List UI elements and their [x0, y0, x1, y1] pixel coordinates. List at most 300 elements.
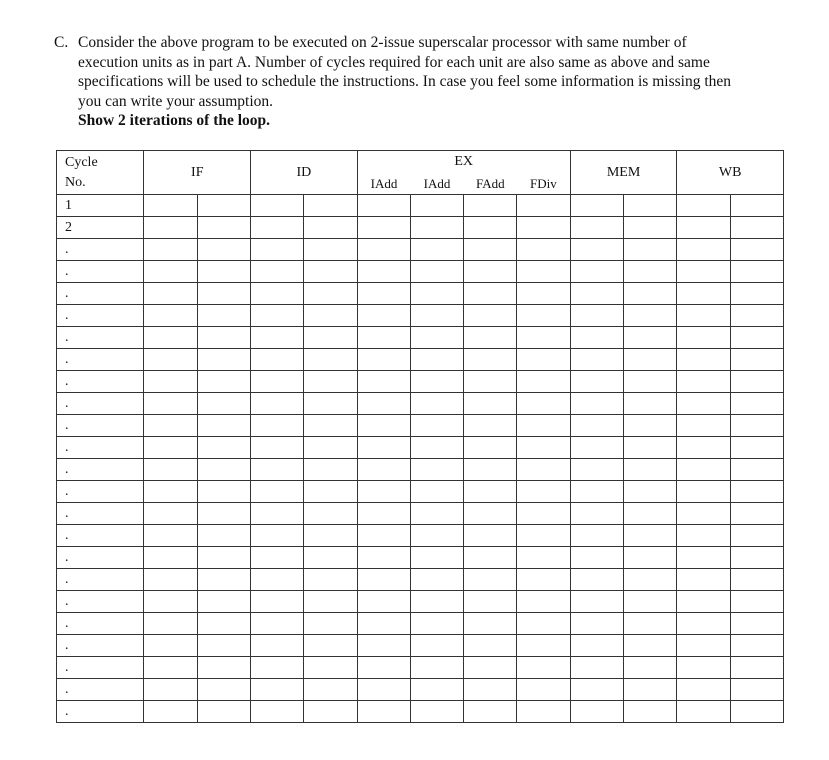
schedule-cell[interactable]	[357, 679, 410, 701]
schedule-cell[interactable]	[517, 635, 570, 657]
schedule-cell[interactable]	[357, 393, 410, 415]
schedule-cell[interactable]	[410, 569, 463, 591]
schedule-cell[interactable]	[304, 613, 357, 635]
schedule-cell[interactable]	[677, 613, 730, 635]
schedule-cell[interactable]	[730, 657, 783, 679]
schedule-cell[interactable]	[304, 261, 357, 283]
schedule-cell[interactable]	[410, 283, 463, 305]
schedule-cell[interactable]	[251, 261, 304, 283]
schedule-cell[interactable]	[144, 657, 197, 679]
schedule-cell[interactable]	[464, 327, 517, 349]
schedule-cell[interactable]	[144, 635, 197, 657]
schedule-cell[interactable]	[144, 701, 197, 723]
schedule-cell[interactable]	[624, 261, 677, 283]
schedule-cell[interactable]	[677, 635, 730, 657]
schedule-cell[interactable]	[570, 569, 623, 591]
schedule-cell[interactable]	[730, 305, 783, 327]
schedule-cell[interactable]	[570, 239, 623, 261]
schedule-cell[interactable]	[730, 393, 783, 415]
schedule-cell[interactable]	[624, 679, 677, 701]
schedule-cell[interactable]	[464, 613, 517, 635]
schedule-cell[interactable]	[624, 459, 677, 481]
schedule-cell[interactable]	[304, 635, 357, 657]
schedule-cell[interactable]	[197, 525, 250, 547]
schedule-cell[interactable]	[624, 701, 677, 723]
table-row	[57, 239, 784, 261]
schedule-cell[interactable]	[251, 415, 304, 437]
schedule-cell[interactable]	[730, 459, 783, 481]
schedule-cell[interactable]	[677, 261, 730, 283]
schedule-cell[interactable]	[464, 195, 517, 217]
schedule-cell[interactable]	[464, 503, 517, 525]
schedule-cell[interactable]	[624, 349, 677, 371]
schedule-cell[interactable]	[357, 415, 410, 437]
schedule-cell[interactable]	[357, 305, 410, 327]
schedule-cell[interactable]	[730, 195, 783, 217]
schedule-cell[interactable]	[144, 459, 197, 481]
schedule-cell[interactable]	[730, 569, 783, 591]
schedule-cell[interactable]	[464, 481, 517, 503]
schedule-cell[interactable]	[677, 217, 730, 239]
schedule-cell[interactable]	[251, 525, 304, 547]
schedule-cell[interactable]	[197, 305, 250, 327]
schedule-cell[interactable]	[410, 503, 463, 525]
schedule-cell[interactable]	[624, 657, 677, 679]
schedule-cell[interactable]	[410, 239, 463, 261]
schedule-cell[interactable]	[304, 371, 357, 393]
schedule-cell[interactable]	[197, 481, 250, 503]
schedule-cell[interactable]	[357, 327, 410, 349]
schedule-cell[interactable]	[410, 305, 463, 327]
schedule-cell[interactable]	[517, 613, 570, 635]
schedule-cell[interactable]	[624, 569, 677, 591]
schedule-cell[interactable]	[410, 459, 463, 481]
schedule-cell[interactable]	[251, 283, 304, 305]
schedule-cell[interactable]	[144, 261, 197, 283]
table-row	[57, 283, 784, 305]
schedule-cell[interactable]	[730, 437, 783, 459]
schedule-cell[interactable]	[677, 459, 730, 481]
schedule-cell[interactable]	[357, 283, 410, 305]
schedule-cell[interactable]	[251, 481, 304, 503]
schedule-cell[interactable]	[197, 327, 250, 349]
schedule-cell[interactable]	[677, 437, 730, 459]
schedule-cell[interactable]	[464, 415, 517, 437]
schedule-cell[interactable]	[304, 657, 357, 679]
schedule-cell[interactable]	[144, 525, 197, 547]
schedule-cell[interactable]	[144, 371, 197, 393]
schedule-cell[interactable]	[570, 613, 623, 635]
schedule-cell[interactable]	[570, 657, 623, 679]
schedule-cell[interactable]	[570, 459, 623, 481]
schedule-cell[interactable]	[197, 415, 250, 437]
schedule-cell[interactable]	[251, 459, 304, 481]
schedule-cell[interactable]	[251, 349, 304, 371]
schedule-cell[interactable]	[304, 679, 357, 701]
schedule-cell[interactable]	[197, 393, 250, 415]
schedule-cell[interactable]	[517, 239, 570, 261]
schedule-cell[interactable]	[517, 415, 570, 437]
schedule-cell[interactable]	[197, 195, 250, 217]
schedule-cell[interactable]	[464, 437, 517, 459]
schedule-cell[interactable]	[570, 701, 623, 723]
schedule-cell[interactable]	[410, 679, 463, 701]
schedule-cell[interactable]	[624, 591, 677, 613]
schedule-cell[interactable]	[570, 481, 623, 503]
schedule-cell[interactable]	[410, 525, 463, 547]
schedule-cell[interactable]	[410, 415, 463, 437]
schedule-cell[interactable]	[197, 503, 250, 525]
schedule-cell[interactable]	[357, 525, 410, 547]
schedule-cell[interactable]	[357, 459, 410, 481]
schedule-cell[interactable]	[517, 481, 570, 503]
schedule-cell[interactable]	[304, 591, 357, 613]
schedule-cell[interactable]	[251, 437, 304, 459]
schedule-cell[interactable]	[197, 239, 250, 261]
schedule-cell[interactable]	[304, 239, 357, 261]
schedule-cell[interactable]	[410, 393, 463, 415]
schedule-cell[interactable]	[624, 195, 677, 217]
schedule-cell[interactable]	[730, 283, 783, 305]
schedule-cell[interactable]	[304, 701, 357, 723]
schedule-cell[interactable]	[251, 591, 304, 613]
schedule-cell[interactable]	[730, 503, 783, 525]
schedule-cell[interactable]	[144, 437, 197, 459]
schedule-cell[interactable]	[624, 547, 677, 569]
schedule-cell[interactable]	[624, 283, 677, 305]
table-row	[57, 415, 784, 437]
schedule-cell[interactable]	[730, 371, 783, 393]
schedule-cell[interactable]	[304, 459, 357, 481]
schedule-cell[interactable]	[464, 569, 517, 591]
schedule-cell[interactable]	[197, 569, 250, 591]
schedule-cell[interactable]	[570, 327, 623, 349]
schedule-cell[interactable]	[197, 371, 250, 393]
schedule-cell[interactable]	[624, 525, 677, 547]
schedule-cell[interactable]	[570, 217, 623, 239]
schedule-cell[interactable]	[144, 481, 197, 503]
schedule-cell[interactable]	[517, 283, 570, 305]
cycle-number: .	[57, 547, 144, 569]
schedule-cell[interactable]	[410, 195, 463, 217]
schedule-cell[interactable]	[357, 547, 410, 569]
schedule-cell[interactable]	[624, 481, 677, 503]
schedule-cell[interactable]	[410, 613, 463, 635]
schedule-cell[interactable]	[251, 371, 304, 393]
schedule-cell[interactable]	[357, 481, 410, 503]
schedule-cell[interactable]	[304, 503, 357, 525]
schedule-cell[interactable]	[677, 239, 730, 261]
schedule-cell[interactable]	[517, 349, 570, 371]
schedule-cell[interactable]	[570, 415, 623, 437]
schedule-cell[interactable]	[410, 437, 463, 459]
schedule-cell[interactable]	[144, 283, 197, 305]
schedule-cell[interactable]	[197, 437, 250, 459]
schedule-cell[interactable]	[464, 239, 517, 261]
schedule-cell[interactable]	[624, 217, 677, 239]
schedule-cell[interactable]	[464, 349, 517, 371]
schedule-cell[interactable]	[144, 547, 197, 569]
schedule-cell[interactable]	[677, 547, 730, 569]
schedule-cell[interactable]	[251, 657, 304, 679]
schedule-cell[interactable]	[251, 393, 304, 415]
schedule-cell[interactable]	[304, 305, 357, 327]
schedule-cell[interactable]	[410, 591, 463, 613]
schedule-cell[interactable]	[357, 349, 410, 371]
schedule-cell[interactable]	[517, 195, 570, 217]
schedule-cell[interactable]	[677, 481, 730, 503]
schedule-cell[interactable]	[251, 679, 304, 701]
ex-unit-label: IAdd	[410, 173, 463, 195]
schedule-cell[interactable]	[304, 415, 357, 437]
schedule-cell[interactable]	[517, 371, 570, 393]
schedule-cell[interactable]	[304, 283, 357, 305]
schedule-cell[interactable]	[251, 217, 304, 239]
schedule-cell[interactable]	[357, 635, 410, 657]
schedule-cell[interactable]	[410, 547, 463, 569]
schedule-cell[interactable]	[730, 327, 783, 349]
schedule-cell[interactable]	[304, 437, 357, 459]
schedule-cell[interactable]	[570, 525, 623, 547]
schedule-cell[interactable]	[197, 613, 250, 635]
schedule-cell[interactable]	[410, 481, 463, 503]
schedule-cell[interactable]	[197, 217, 250, 239]
schedule-cell[interactable]	[517, 657, 570, 679]
schedule-cell[interactable]	[570, 371, 623, 393]
schedule-cell[interactable]	[730, 217, 783, 239]
schedule-cell[interactable]	[730, 481, 783, 503]
schedule-cell[interactable]	[251, 503, 304, 525]
schedule-cell[interactable]	[410, 349, 463, 371]
schedule-cell[interactable]	[517, 701, 570, 723]
cycle-number: .	[57, 481, 144, 503]
schedule-cell[interactable]	[357, 503, 410, 525]
schedule-cell[interactable]	[677, 327, 730, 349]
schedule-cell[interactable]	[730, 679, 783, 701]
schedule-cell[interactable]	[304, 525, 357, 547]
schedule-cell[interactable]	[570, 591, 623, 613]
schedule-cell[interactable]	[197, 635, 250, 657]
schedule-cell[interactable]	[304, 393, 357, 415]
cycle-number: .	[57, 613, 144, 635]
schedule-cell[interactable]	[144, 613, 197, 635]
schedule-cell[interactable]	[197, 591, 250, 613]
schedule-cell[interactable]	[144, 195, 197, 217]
schedule-cell[interactable]	[730, 547, 783, 569]
schedule-cell[interactable]	[304, 327, 357, 349]
schedule-cell[interactable]	[464, 283, 517, 305]
schedule-cell[interactable]	[144, 349, 197, 371]
schedule-cell[interactable]	[357, 371, 410, 393]
schedule-cell[interactable]	[251, 305, 304, 327]
schedule-cell[interactable]	[624, 437, 677, 459]
schedule-cell[interactable]	[197, 283, 250, 305]
schedule-cell[interactable]	[304, 481, 357, 503]
schedule-cell[interactable]	[304, 195, 357, 217]
schedule-cell[interactable]	[464, 393, 517, 415]
schedule-cell[interactable]	[570, 283, 623, 305]
schedule-cell[interactable]	[517, 437, 570, 459]
schedule-cell[interactable]	[677, 349, 730, 371]
schedule-cell[interactable]	[517, 503, 570, 525]
schedule-cell[interactable]	[410, 635, 463, 657]
schedule-cell[interactable]	[357, 195, 410, 217]
schedule-cell[interactable]	[677, 415, 730, 437]
schedule-cell[interactable]	[304, 349, 357, 371]
schedule-cell[interactable]	[730, 701, 783, 723]
table-row	[57, 547, 784, 569]
schedule-cell[interactable]	[517, 679, 570, 701]
schedule-cell[interactable]	[357, 613, 410, 635]
schedule-cell[interactable]	[570, 503, 623, 525]
schedule-cell[interactable]	[197, 657, 250, 679]
schedule-cell[interactable]	[251, 569, 304, 591]
schedule-cell[interactable]	[677, 525, 730, 547]
schedule-cell[interactable]	[144, 503, 197, 525]
schedule-cell[interactable]	[197, 679, 250, 701]
schedule-cell[interactable]	[517, 261, 570, 283]
schedule-cell[interactable]	[677, 591, 730, 613]
schedule-cell[interactable]	[357, 591, 410, 613]
schedule-cell[interactable]	[251, 701, 304, 723]
schedule-cell[interactable]	[570, 547, 623, 569]
schedule-cell[interactable]	[464, 591, 517, 613]
schedule-cell[interactable]	[197, 459, 250, 481]
schedule-cell[interactable]	[357, 239, 410, 261]
schedule-cell[interactable]	[251, 239, 304, 261]
schedule-cell[interactable]	[410, 701, 463, 723]
schedule-cell[interactable]	[410, 217, 463, 239]
schedule-cell[interactable]	[624, 635, 677, 657]
schedule-cell[interactable]	[517, 217, 570, 239]
schedule-cell[interactable]	[730, 415, 783, 437]
schedule-cell[interactable]	[570, 349, 623, 371]
schedule-cell[interactable]	[144, 415, 197, 437]
schedule-cell[interactable]	[517, 327, 570, 349]
schedule-cell[interactable]	[570, 437, 623, 459]
schedule-cell[interactable]	[464, 635, 517, 657]
schedule-cell[interactable]	[624, 613, 677, 635]
schedule-cell[interactable]	[197, 349, 250, 371]
schedule-cell[interactable]	[517, 305, 570, 327]
schedule-cell[interactable]	[677, 503, 730, 525]
schedule-cell[interactable]	[730, 349, 783, 371]
schedule-cell[interactable]	[677, 569, 730, 591]
schedule-cell[interactable]	[197, 701, 250, 723]
schedule-cell[interactable]	[624, 503, 677, 525]
schedule-cell[interactable]	[677, 393, 730, 415]
schedule-cell[interactable]	[144, 679, 197, 701]
schedule-cell[interactable]	[144, 239, 197, 261]
schedule-cell[interactable]	[570, 635, 623, 657]
schedule-cell[interactable]	[624, 371, 677, 393]
schedule-cell[interactable]	[410, 371, 463, 393]
schedule-cell[interactable]	[677, 371, 730, 393]
schedule-cell[interactable]	[677, 657, 730, 679]
schedule-cell[interactable]	[464, 459, 517, 481]
schedule-cell[interactable]	[304, 569, 357, 591]
schedule-cell[interactable]	[304, 217, 357, 239]
table-row	[57, 195, 784, 217]
schedule-cell[interactable]	[464, 371, 517, 393]
schedule-cell[interactable]	[730, 613, 783, 635]
schedule-cell[interactable]	[517, 459, 570, 481]
schedule-cell[interactable]	[410, 657, 463, 679]
schedule-cell[interactable]	[464, 305, 517, 327]
schedule-cell[interactable]	[730, 239, 783, 261]
schedule-cell[interactable]	[410, 261, 463, 283]
schedule-cell[interactable]	[251, 635, 304, 657]
schedule-cell[interactable]	[357, 437, 410, 459]
schedule-cell[interactable]	[570, 679, 623, 701]
wb-header: WB	[677, 151, 784, 195]
schedule-cell[interactable]	[624, 305, 677, 327]
table-row	[57, 701, 784, 723]
schedule-cell[interactable]	[517, 591, 570, 613]
schedule-cell[interactable]	[570, 305, 623, 327]
schedule-cell[interactable]	[357, 261, 410, 283]
schedule-cell[interactable]	[357, 569, 410, 591]
schedule-cell[interactable]	[624, 415, 677, 437]
schedule-cell[interactable]	[464, 547, 517, 569]
schedule-cell[interactable]	[730, 591, 783, 613]
schedule-cell[interactable]	[357, 701, 410, 723]
schedule-cell[interactable]	[144, 327, 197, 349]
schedule-cell[interactable]	[677, 701, 730, 723]
schedule-cell[interactable]	[357, 217, 410, 239]
schedule-cell[interactable]	[677, 679, 730, 701]
schedule-cell[interactable]	[464, 525, 517, 547]
schedule-cell[interactable]	[251, 547, 304, 569]
schedule-cell[interactable]	[251, 327, 304, 349]
schedule-cell[interactable]	[517, 547, 570, 569]
schedule-cell[interactable]	[464, 701, 517, 723]
schedule-cell[interactable]	[517, 569, 570, 591]
schedule-cell[interactable]	[144, 393, 197, 415]
schedule-cell[interactable]	[464, 657, 517, 679]
schedule-cell[interactable]	[624, 327, 677, 349]
schedule-cell[interactable]	[464, 261, 517, 283]
schedule-cell[interactable]	[251, 195, 304, 217]
schedule-cell[interactable]	[251, 613, 304, 635]
schedule-cell[interactable]	[197, 547, 250, 569]
schedule-cell[interactable]	[197, 261, 250, 283]
schedule-cell[interactable]	[677, 195, 730, 217]
schedule-cell[interactable]	[570, 393, 623, 415]
schedule-cell[interactable]	[517, 393, 570, 415]
schedule-cell[interactable]	[304, 547, 357, 569]
schedule-cell[interactable]	[730, 635, 783, 657]
cycle-number: .	[57, 327, 144, 349]
schedule-cell[interactable]	[624, 239, 677, 261]
schedule-cell[interactable]	[357, 657, 410, 679]
schedule-cell[interactable]	[464, 679, 517, 701]
schedule-cell[interactable]	[144, 217, 197, 239]
schedule-cell[interactable]	[517, 525, 570, 547]
schedule-cell[interactable]	[730, 525, 783, 547]
schedule-cell[interactable]	[570, 261, 623, 283]
schedule-cell[interactable]	[677, 283, 730, 305]
schedule-cell[interactable]	[410, 327, 463, 349]
schedule-cell[interactable]	[624, 393, 677, 415]
schedule-cell[interactable]	[144, 305, 197, 327]
schedule-cell[interactable]	[464, 217, 517, 239]
schedule-cell[interactable]	[570, 195, 623, 217]
schedule-cell[interactable]	[144, 569, 197, 591]
schedule-cell[interactable]	[730, 261, 783, 283]
schedule-cell[interactable]	[144, 591, 197, 613]
schedule-cell[interactable]	[677, 305, 730, 327]
